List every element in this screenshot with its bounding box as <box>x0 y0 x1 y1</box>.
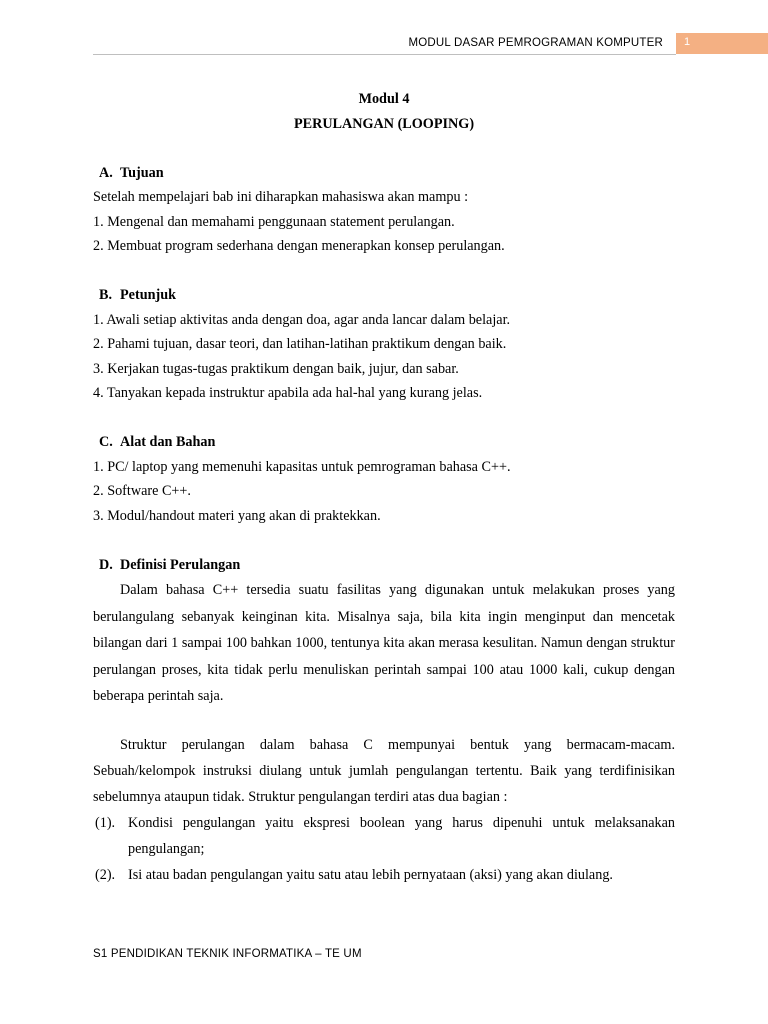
section-b-letter: B. <box>99 287 113 303</box>
list-item: 1. Awali setiap aktivitas anda dengan doa, agar anda lancar dalam belajar. <box>93 311 511 328</box>
section-d-paragraph-1: Dalam bahasa C++ tersedia suatu fasilitas yang digunakan untuk melakukan proses yang berulangulang sebanyak keinginan kita. Misalnya saja, bila kita ingin menginput dan mencetak bilangan dari 1 sampai 100 bahkan 1000, tentunya kita akan merasa kesulitan. Namun dengan struktur perulangan proses, kita tidak perlu menuliskan perintah sampai 100 atau 1000 kali, cukup dengan beberapa perintah saja. <box>93 582 675 704</box>
section-d-letter: D. <box>99 556 113 573</box>
section-c-title: Alat dan Bahan <box>120 434 216 450</box>
numbered-item-2 <box>93 862 675 888</box>
numbered-item-1-text: Kondisi pengulangan yaitu ekspresi boolean yang harus dipenuhi untuk melaksanakan pengulangan; <box>128 814 675 857</box>
numbered-item-2-marker: (2). <box>95 866 116 883</box>
section-d-title: Definisi Perulangan <box>120 556 241 573</box>
document-body <box>93 87 675 888</box>
section-a-title: Tujuan <box>120 164 164 181</box>
page-number: 1 <box>684 36 691 48</box>
page-header <box>0 33 768 55</box>
section-a-heading <box>93 161 675 186</box>
section-d-paragraph-2: Struktur perulangan dalam bahasa C mempunyai bentuk yang bermacam-macam. Sebuah/kelompok instruksi diulang untuk jumlah pengulangan tertentu. Baik yang terdifinisikan sebelumnya ataupun tidak. Struktur pengulangan terdiri atas dua bagian : <box>93 736 675 805</box>
list-item: 2. Membuat program sederhana dengan menerapkan konsep perulangan. <box>93 238 505 254</box>
header-title: MODUL DASAR PEMROGRAMAN KOMPUTER <box>408 37 663 49</box>
section-a-intro: Setelah mempelajari bab ini diharapkan mahasiswa akan mampu : <box>93 189 469 205</box>
section-a-letter: A. <box>99 164 113 181</box>
document-title: PERULANGAN (LOOPING) <box>293 115 475 132</box>
list-item: 3. Kerjakan tugas-tugas praktikum dengan baik, jujur, dan sabar. <box>93 360 459 377</box>
list-item: 4. Tanyakan kepada instruktur apabila ada hal-hal yang kurang jelas. <box>93 385 483 401</box>
list-item: 3. Modul/handout materi yang akan di praktekkan. <box>93 507 381 524</box>
list-item: 2. Pahami tujuan, dasar teori, dan latihan-latihan praktikum dengan baik. <box>93 336 507 352</box>
section-c-heading <box>93 430 675 455</box>
list-item: 1. PC/ laptop yang memenuhi kapasitas untuk pemrograman bahasa C++. <box>93 458 511 475</box>
section-b-heading <box>93 283 675 308</box>
list-item: 1. Mengenal dan memahami penggunaan statement perulangan. <box>93 213 455 230</box>
module-label: Modul 4 <box>358 91 410 107</box>
numbered-item-1 <box>93 810 675 862</box>
page-number-box <box>676 33 768 54</box>
section-d-heading <box>93 553 675 578</box>
header-rule <box>93 54 676 55</box>
page-footer: S1 PENDIDIKAN TEKNIK INFORMATIKA – TE UM <box>93 948 362 960</box>
numbered-item-1-marker: (1). <box>95 814 116 831</box>
list-item: 2. Software C++. <box>93 483 191 499</box>
section-b-title: Petunjuk <box>120 287 176 303</box>
section-c-letter: C. <box>99 434 113 450</box>
numbered-item-2-text: Isi atau badan pengulangan yaitu satu atau lebih pernyataan (aksi) yang akan diulang. <box>128 866 613 883</box>
